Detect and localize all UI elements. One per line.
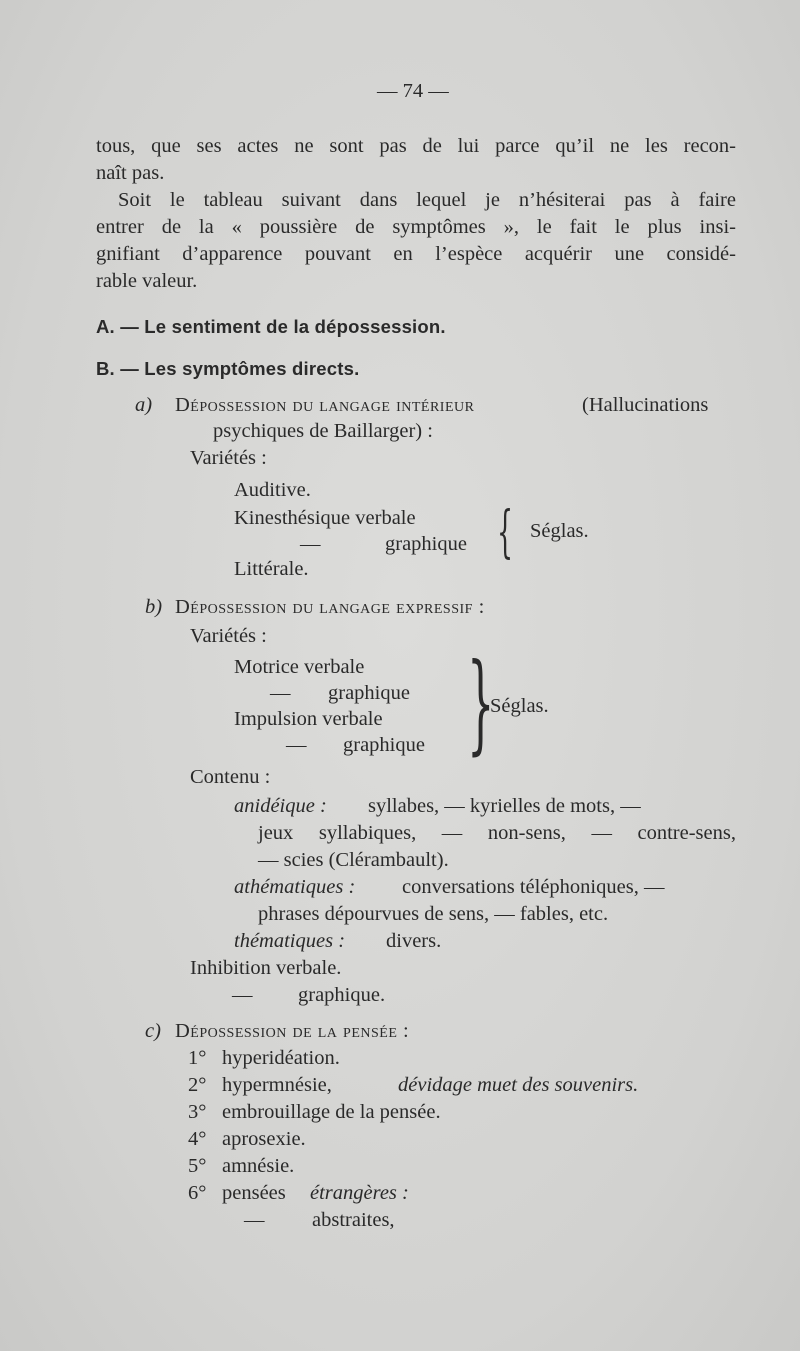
- list-item-num: 4°: [188, 1128, 207, 1150]
- item-b-label: b): [145, 596, 163, 618]
- item-b-anideique-line2: jeux syllabiques, — non-sens, — contre-sens,: [258, 822, 736, 844]
- list-item-text: hypermnésie,: [222, 1074, 332, 1096]
- item-b-anideique-text: syllabes, — kyrielles de mots, —: [368, 795, 641, 817]
- item-a-litterale: Littérale.: [234, 558, 309, 580]
- item-a-auditive: Auditive.: [234, 479, 311, 501]
- item-b-contenu: Contenu :: [190, 766, 271, 788]
- item-b-heading: Dépossession du langage expressif :: [175, 596, 485, 618]
- brace-a: {: [497, 500, 514, 565]
- intro-line-2: naît pas.: [96, 162, 165, 184]
- item-b-inhibition: Inhibition verbale.: [190, 957, 342, 979]
- item-c-heading: Dépossession de la pensée :: [175, 1020, 410, 1042]
- item-c-last-text: abstraites,: [312, 1209, 395, 1231]
- item-c-label: c): [145, 1020, 161, 1042]
- intro-line-4: entrer de la « poussière de symptômes », le fait le plus insi-: [96, 216, 736, 238]
- intro-line-6: rable valeur.: [96, 270, 198, 292]
- item-b-motrice-graphique: graphique: [328, 682, 410, 704]
- section-a-heading: A. — Le sentiment de la dépossession.: [96, 316, 446, 337]
- item-c-last-dash: —: [244, 1209, 265, 1231]
- item-b-athematiques: athématiques :: [234, 876, 356, 898]
- item-b-varietes: Variétés :: [190, 625, 267, 647]
- item-a-kine-verbale: Kinesthésique verbale: [234, 507, 416, 529]
- list-item-text: hyperidéation.: [222, 1047, 340, 1069]
- list-item-num: 6°: [188, 1182, 207, 1204]
- list-item-text: embrouillage de la pensée.: [222, 1101, 441, 1123]
- list-item-text: amnésie.: [222, 1155, 295, 1177]
- item-a-heading: Dépossession du langage intérieur: [175, 394, 475, 416]
- item-b-anideique: anidéique :: [234, 795, 327, 817]
- list-item-text: pensées: [222, 1182, 286, 1204]
- item-b-inhibition-graphique: graphique.: [298, 984, 386, 1006]
- list-item-num: 3°: [188, 1101, 207, 1123]
- item-b-inhibition-dash: —: [232, 984, 253, 1006]
- page-number: — 74 —: [377, 80, 449, 102]
- item-a-kine-graphique: graphique: [385, 533, 467, 555]
- item-b-impulsion-graphique: graphique: [343, 734, 425, 756]
- brace-b: }: [467, 641, 495, 766]
- item-a-kine-dash: —: [300, 533, 321, 555]
- list-item-num: 5°: [188, 1155, 207, 1177]
- list-item-italic: étrangères :: [310, 1182, 409, 1204]
- item-a-heading-rest: (Hallucinations: [582, 394, 709, 416]
- item-a-heading-line2: psychiques de Baillarger) :: [213, 420, 433, 442]
- intro-line-5: gnifiant d’apparence pouvant en l’espèce acquérir une considé-: [96, 243, 736, 265]
- item-b-athematiques-line2: phrases dépourvues de sens, — fables, etc.: [258, 903, 609, 925]
- list-item-text: aprosexie.: [222, 1128, 306, 1150]
- item-b-thematiques: thématiques :: [234, 930, 346, 952]
- item-b-seglas: Séglas.: [490, 695, 549, 717]
- list-item-num: 1°: [188, 1047, 207, 1069]
- item-b-thematiques-text: divers.: [386, 930, 442, 952]
- intro-line-1: tous, que ses actes ne sont pas de lui parce qu’il ne les recon-: [96, 135, 736, 157]
- item-b-motrice-dash: —: [270, 682, 291, 704]
- item-b-motrice-verbale: Motrice verbale: [234, 656, 365, 678]
- item-a-label: a): [135, 394, 153, 416]
- item-a-seglas: Séglas.: [530, 520, 589, 542]
- intro-line-3: Soit le tableau suivant dans lequel je n’hésiterai pas à faire: [118, 189, 736, 211]
- item-a-varietes: Variétés :: [190, 447, 267, 469]
- list-item-num: 2°: [188, 1074, 207, 1096]
- item-b-impulsion-dash: —: [286, 734, 307, 756]
- item-b-impulsion-verbale: Impulsion verbale: [234, 708, 383, 730]
- section-b-heading: B. — Les symptômes directs.: [96, 358, 360, 379]
- item-b-anideique-line3: — scies (Clérambault).: [258, 849, 449, 871]
- item-b-athematiques-text: conversations téléphoniques, —: [402, 876, 665, 898]
- list-item-italic: dévidage muet des souvenirs.: [398, 1074, 639, 1096]
